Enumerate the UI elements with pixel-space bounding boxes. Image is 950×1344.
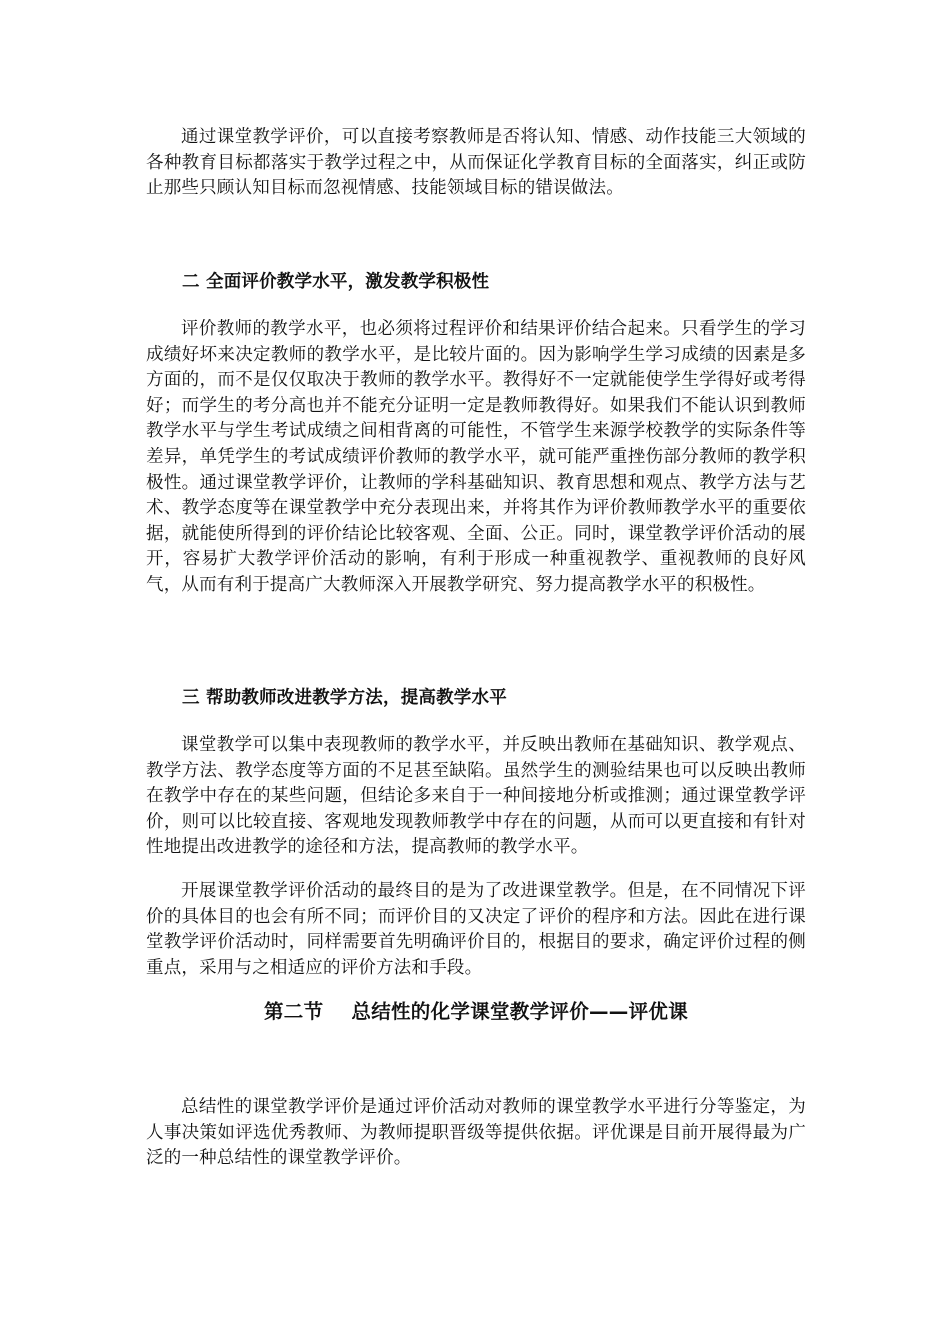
section-title-text: 总结性的化学课堂教学评价——评优课 [351, 1000, 688, 1023]
section-title [146, 998, 806, 1026]
section-number: 第二节 [263, 1000, 324, 1023]
heading-improve-teaching-methods: 三 帮助教师改进教学方法，提高教学水平 [182, 688, 507, 708]
paragraph-teaching-level-evaluation: 评价教师的教学水平，也必须将过程评价和结果评价结合起来。只看学生的学习成绩好坏来决定教师的教学水平，是比较片面的。因为影响学生学习成绩的因素是多方面的，而不是仅仅取决于教师的教学水平。教得好不一定就能使学生学得好或考得好；而学生的考分高也并不能充分证明一定是教师教得好。如果我们不能认识到教师教学水平与学生考试成绩之间相背离的可能性，不管学生来源学校教学的实际条件等差异，单凭学生的考试成绩评价教师的教学水平，就可能严重挫伤部分教师的教学积极性。通过课堂教学评价，让教师的学科基础知识、教育思想和观点、教学方法与艺术、教学态度等在课堂教学中充分表现出来，并将其作为评价教师教学水平的重要依据，就能使所得到的评价结论比较客观、全面、公正。同时，课堂教学评价活动的展开，容易扩大教学评价活动的影响，有利于形成一种重视教学、重视教师的良好风气，从而有利于提高广大教师深入开展教学研究、努力提高教学水平的积极性。 [146, 319, 806, 595]
paragraph-concentrated-teaching-level: 课堂教学可以集中表现教师的教学水平，并反映出教师在基础知识、教学观点、教学方法、教学态度等方面的不足甚至缺陷。虽然学生的测验结果也可以反映出教师在教学中存在的某些问题，但结论多来自于一种间接地分析或推测；通过课堂教学评价，则可以比较直接、客观地发现教师教学中存在的问题，从而可以更直接和有针对性地提出改进教学的途径和方法，提高教师的教学水平。 [146, 735, 806, 858]
paragraph-classroom-evaluation-goals: 通过课堂教学评价，可以直接考察教师是否将认知、情感、动作技能三大领域的各种教育目标都落实于教学过程之中，从而保证化学教育目标的全面落实，纠正或防止那些只顾认知目标而忽视情感、技能领域目标的错误做法。 [146, 127, 806, 199]
paragraph-ultimate-purpose: 开展课堂教学评价活动的最终目的是为了改进课堂教学。但是，在不同情况下评价的具体目的也会有所不同；而评价目的又决定了评价的程序和方法。因此在进行课堂教学评价活动时，同样需要首先明确评价目的，根据目的要求，确定评价过程的侧重点，采用与之相适应的评价方法和手段。 [146, 881, 806, 978]
heading-comprehensive-evaluation: 二 全面评价教学水平，激发教学积极性 [182, 272, 490, 292]
paragraph-summative-evaluation: 总结性的课堂教学评价是通过评价活动对教师的课堂教学水平进行分等鉴定，为人事决策如评选优秀教师、为教师提职晋级等提供依据。评优课是目前开展得最为广泛的一种总结性的课堂教学评价。 [146, 1097, 806, 1169]
